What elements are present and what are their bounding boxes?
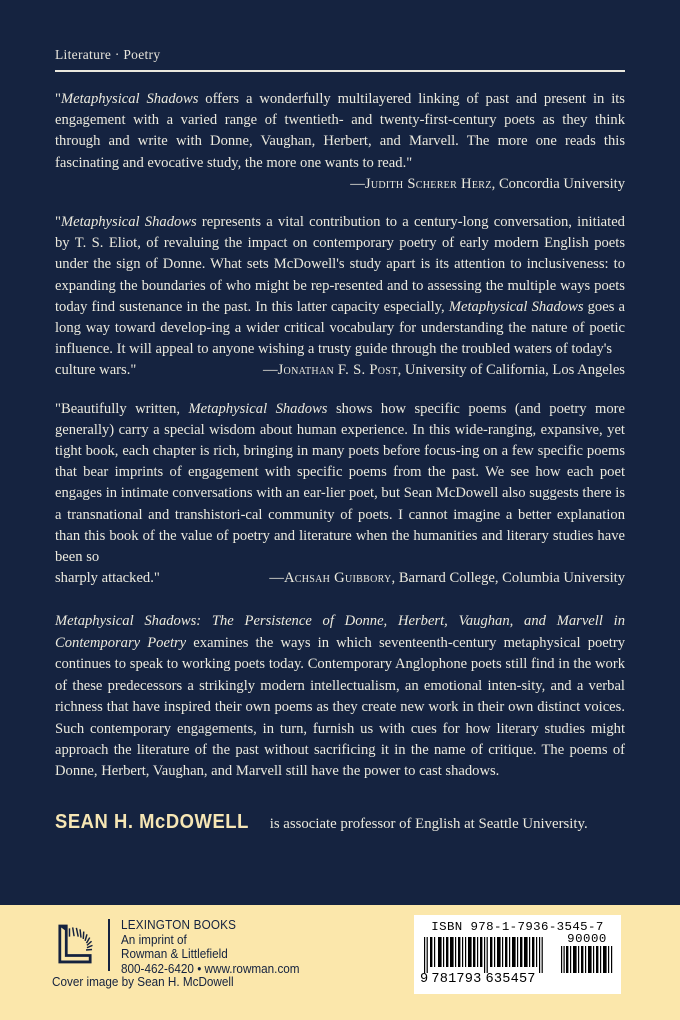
attrib-name: Jonathan F. S. Post (277, 362, 398, 379)
attrib-name: Judith Scherer Herz (364, 175, 492, 192)
publisher-text-block (121, 918, 313, 976)
ean-digit-first: 9 (420, 972, 429, 987)
blurb-post-attribution (263, 360, 625, 381)
attrib-dash: — (269, 570, 284, 587)
book-title-italic: Metaphysical Shadows (60, 91, 199, 107)
book-description-body: examines the ways in which seventeenth-century metaphysical poetry continues to speak to working poets today. Contemporary Anglophone poets still find in the work of these predecessors a strikingly modern intellectualism, an emotional inten-sity, and a verbal richness that have inspired their own poems as they create new work in their own distinct voices. Such contemporary engagements, in turn, furnish us with cues for how literary studies might approach the literature of the past without sacrificing it in the name of critique. The poems of Donne, Herbert, Vaughan, and Marvell still have the power to cast shadows. (55, 634, 625, 780)
footer-band (0, 905, 680, 1020)
book-description (55, 611, 625, 782)
imprint-line: An imprint of (121, 932, 187, 947)
author-name: SEAN H. McDOWELL (55, 810, 249, 833)
cover-image-credit: Cover image by Sean H. McDowell (52, 975, 234, 989)
blurb-herz-text (55, 89, 625, 174)
blurb-guibbory-tail-text: sharply attacked." (55, 570, 160, 587)
blurb-guibbory-body: shows how specific poems (and poetry more generally) carry a special wisdom about human experience. In this wide-ranging, expansive, yet tight book, each chapter is rich, bringing in many poets before focus-ing on a few specific poems that bear imprints of engagement with specific poems from the past. We see how each poet engages in intimate conversations with an ear-lier poet, but Sean McDowell also suggests there is a transnational and transhistori-cal community of poets. I cannot imagine a better explanation than this book of the value of poetry and literature when the humanities and literary studies have been so (55, 400, 625, 566)
blurb-guibbory-text (55, 399, 625, 569)
isbn-barcode (414, 915, 621, 994)
blurb-guibbory-tail (55, 568, 625, 589)
attrib-affiliation: , Barnard College, Columbia University (391, 570, 625, 587)
blurb-post-body-after: goes a long way toward develop-ing a wider critical vocabulary for understanding the nature of poetic influence. It will appeal to anyone wishing a trusty guide through the troubled waters of today's (55, 298, 625, 358)
ean-group-1: 781793 (431, 972, 482, 987)
category-line: Literature · Poetry (55, 47, 161, 62)
blurb-post-tail-text: culture wars." (55, 362, 137, 379)
blurb-herz-attribution (55, 174, 625, 195)
ean5-addon-bars (561, 946, 613, 973)
ean-human-readable-digits (420, 972, 554, 987)
isbn-label: ISBN 978-1-7936-3545-7 (431, 920, 604, 934)
author-bio-text: is associate professor of English at Seattle University. (269, 815, 588, 832)
quote-mark: " (55, 91, 61, 107)
price-code-digits: 90000 (567, 932, 607, 946)
blurb-herz-body: offers a wonderfully multilayered linking of past and present in its engagement with a varied range of twentieth- and twenty-first-century poets as they think through and write with Donne, Vaughan, Herbert, and Marvell. The more one reads this fascinating and evocative study, the more one wants to read." (55, 91, 625, 171)
parent-company: Rowman & Littlefield (121, 947, 228, 962)
header-divider-rule (55, 70, 625, 72)
author-bio-line (55, 811, 625, 834)
attrib-affiliation: , University of California, Los Angeles (397, 362, 625, 379)
book-title-italic: Metaphysical Shadows (60, 214, 197, 231)
publisher-name: LEXINGTON BOOKS (121, 918, 237, 932)
blurb-post-tail (55, 360, 625, 381)
blurb-post (55, 212, 625, 382)
attrib-dash: — (350, 175, 365, 192)
logo-divider (108, 919, 110, 971)
blurb-post-body-before: represents a vital contribution to a century-long conversation, initiated by T. S. Eliot, of revaluing the impact on contemporary poetry of early modern English poets under the sign of Donne. What sets McDowell's study apart is its attention to inclusiveness: to expanding the boundaries of who might be rep-resented and to assessing the multiple ways poets today find sustenance in the past. In this latter capacity especially, (55, 214, 625, 315)
publisher-contact[interactable]: 800-462-6420 • www.rowman.com (121, 961, 300, 976)
blurb-herz (55, 89, 625, 195)
blurb-guibbory-lead: "Beautifully written, (55, 400, 189, 417)
ean-group-2: 635457 (485, 972, 536, 987)
ean13-barcode-bars (424, 937, 548, 973)
book-full-title-italic: Metaphysical Shadows: The Persistence of Donne, Herbert, Vaughan, and Marvell in Contemporary Poetry (55, 613, 625, 651)
attrib-dash: — (262, 362, 278, 379)
publisher-block (52, 918, 313, 976)
blurb-guibbory (55, 399, 625, 590)
book-description-text (55, 611, 625, 782)
content-area (55, 47, 625, 834)
blurb-guibbory-attribution (269, 568, 625, 589)
attrib-name: Achsah Guibbory (283, 570, 392, 587)
lexington-books-logo-icon (52, 921, 98, 967)
book-title-italic-2: Metaphysical Shadows (448, 298, 584, 315)
blurb-post-text (55, 212, 625, 360)
book-title-italic: Metaphysical Shadows (188, 400, 328, 417)
attrib-affiliation: , Concordia University (491, 175, 625, 192)
quote-mark: " (55, 214, 61, 231)
